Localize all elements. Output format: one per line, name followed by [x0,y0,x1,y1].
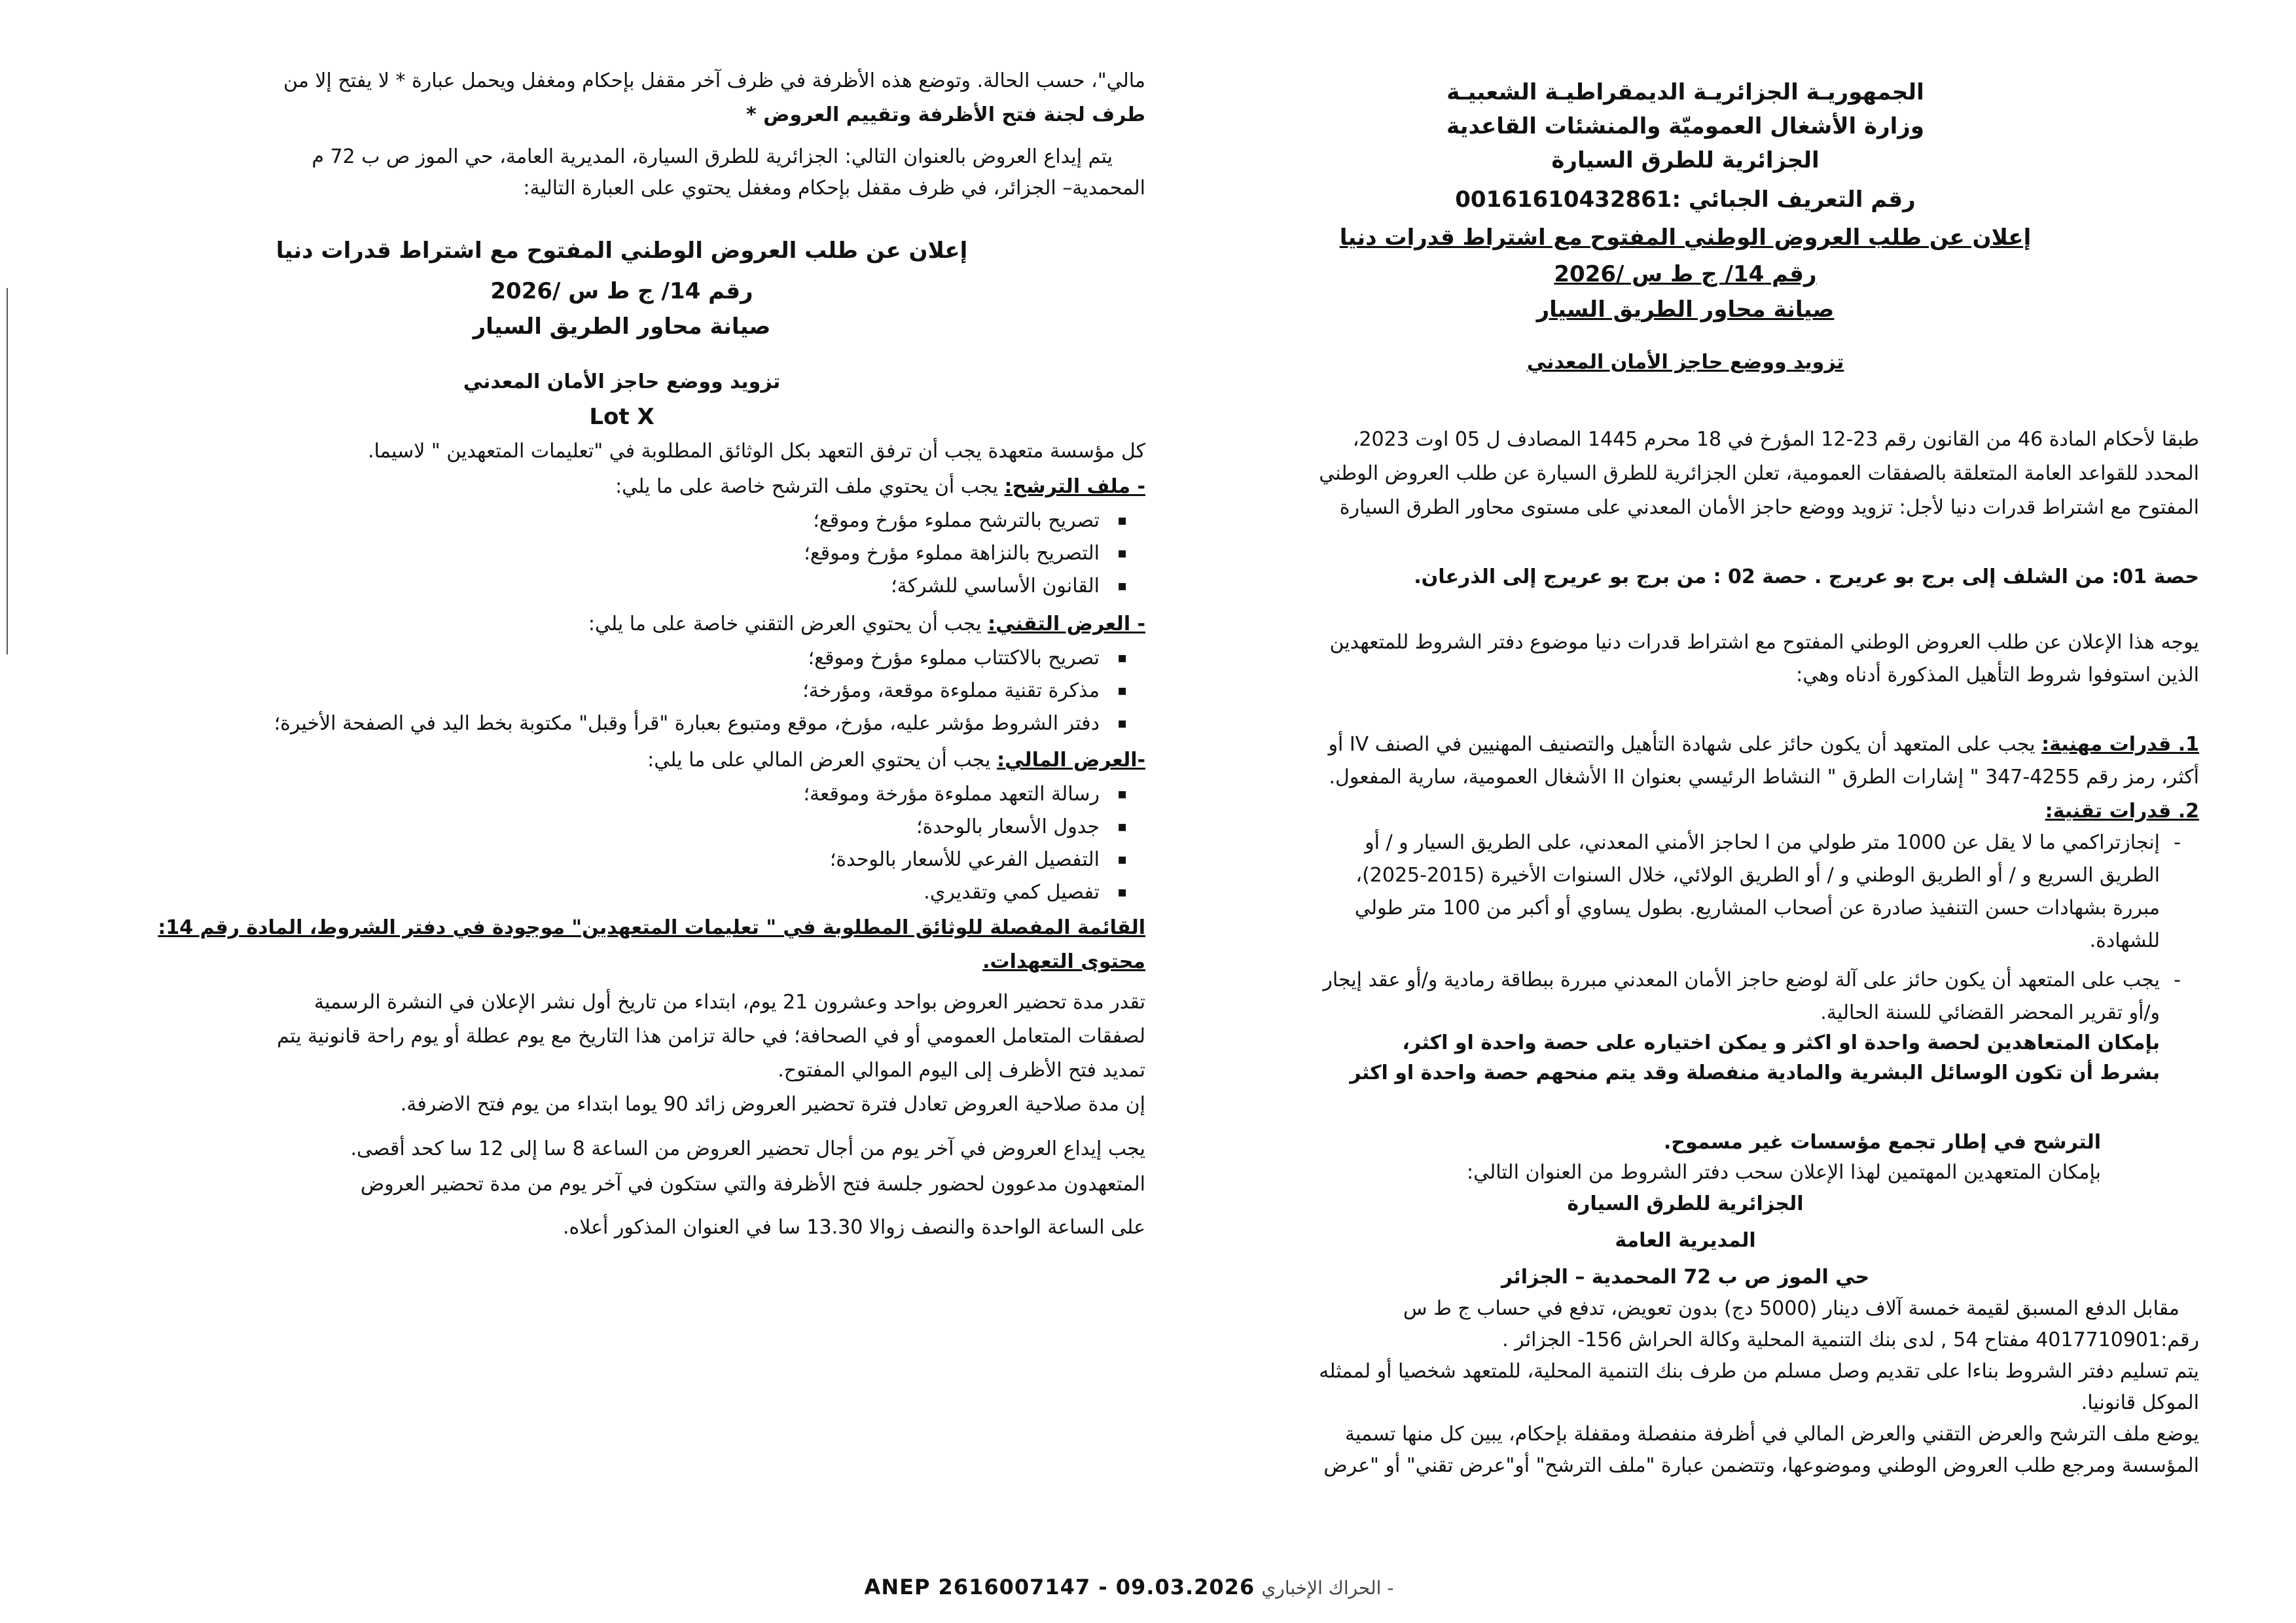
announcement-subject: صيانة محاور الطريق السيار [473,313,771,340]
candidacy-item: ▪ القانون الأساسي للشركة؛ [98,571,1145,601]
technical-capacity-title: 2. قدرات تقنية: [2045,800,2199,823]
republic-header: الجمهوريـة الجزائريـة الديمقراطيـة الشعبيـة [1446,79,1924,105]
candidacy-title: - ملف الترشح: [1004,475,1145,498]
announcement-supply: تزويد ووضع حاجز الأمان المعدني [463,370,781,393]
technical-offer-text: يجب أن يحتوي العرض التقني خاصة على ما يلي: [588,613,982,635]
lot-possibility-line: بإمكان المتعاهدين لحصة واحدة او اكثر و يمكن اختياره على حصة واحدة او اكثر، [1402,1031,2160,1054]
announcement-number: رقم 14/ ج ط س /2026 [490,278,753,304]
lot-label: Lot X [589,404,655,430]
deadline-line: تقدر مدة تحضير العروض بواحد وعشرون 21 يوم، ابتداء من تاريخ أول نشر الإعلان في النشرة الرسمية [314,991,1145,1014]
technical-item-line: - إنجازتراكمي ما لا يقل عن 1000 متر طولي من ا لحاجز الأمني المعدني، على الطريق السيار و / أو [1172,827,2199,858]
technical-offer-title: - العرض التقني: [988,613,1145,635]
continuation-line: مالي"، حسب الحالة. وتوضع هذه الأظرفة في ظرف آخر مقفل بإحكام ومغفل ويحمل عبارة * لا يفتح إلا من [283,69,1145,92]
deadline-line: المتعهدون مدعوون لحضور جلسة فتح الأظرفة والتي ستكون في آخر يوم من مدة تحضير العروض [360,1173,1145,1196]
withdraw-intro: بإمكان المتعهدين المهتمين لهذا الإعلان سحب دفتر الشروط من العنوان التالي: [1466,1161,2101,1184]
payment-line: المؤسسة ومرجع طلب العروض الوطني وموضوعها، وتتضمن عبارة "ملف الترشح" أو"عرض تقني" أو "عرض [1323,1454,2199,1477]
address-line: الجزائرية للطرق السيارة [1567,1192,1804,1215]
professional-capacity-title: 1. قدرات مهنية: [2041,733,2199,756]
detailed-list-line: القائمة المفصلة للوثائق المطلوبة في " تعليمات المتعهدين" موجودة في دفتر الشروط، المادة رقم 14: [158,916,1145,939]
payment-line: يوضع ملف الترشح والعرض التقني والعرض المالي في أظرفة منفصلة ومقفلة بإحكام، يبين كل منها تسمية [1344,1423,2199,1446]
professional-capacity-text: يجب على المتعهد أن يكون حائز على شهادة التأهيل والتصنيف المهنيين في الصنف IV أو [1328,733,2036,756]
anep-reference: ANEP 2616007147 - 09.03.2026 [864,1575,1255,1599]
right-column [1172,0,2199,1623]
financial-offer-text: يجب أن يحتوي العرض المالي على ما يلي: [647,749,991,772]
technical-item-line: مبررة بشهادات حسن التنفيذ صادرة عن أصحاب المشاريع. بطول يساوي أو أكبر من 100 متر طولي [1354,897,2160,919]
tax-id: رقم التعريف الجبائي :00161610432861 [1455,187,1916,213]
announcement-supply: تزويد ووضع حاجز الأمان المعدني [1526,351,1844,374]
technical-item-line: الطريق السريع و / أو الطريق الوطني و / أو الطريق الولائي، خلال السنوات الأخيرة (2015-2025)، [1355,864,2160,887]
announcement-number: رقم 14/ ج ط س /2026 [1554,261,1817,287]
lot-possibility-line: بشرط أن تكون الوسائل البشرية والمادية منفصلة وقد يتم منحهم حصة واحدة او اكثر [1350,1061,2160,1084]
professional-capacity-text: أكثر، رمز رقم 4255-347 " إشارات الطرق " النشاط الرئيسي بعنوان II الأشغال العمومية، سارية المفعول. [1329,766,2199,789]
payment-line: رقم:4017710901 مفتاح 54 , لدى بنك التنمية المحلية وكالة الحراش 156- الجزائر . [1502,1329,2199,1351]
deadline-line: لصفقات المتعامل العمومي أو في الصحافة؛ في حالة تزامن هذا التاريخ مع يوم عطلة أو يوم راحة قانونية يتم [277,1025,1145,1048]
technical-item-line: - يجب على المتعهد أن يكون حائز على آلة لوضع حاجز الأمان المعدني مبررة ببطاقة رمادية و/أو عقد إيجار [1172,965,2199,995]
address-line: المديرية العامة [1615,1229,1756,1252]
announcement-title: إعلان عن طلب العروض الوطني المفتوح مع اشتراط قدرات دنيا [276,238,968,264]
technical-offer-item: ▪ دفتر الشروط مؤشر عليه، مؤرخ، موقع ومتبوع بعبارة "قرأ وقبل" مكتوبة بخط اليد في الصفحة الأخيرة؛ [98,708,1145,739]
intro-line: المفتوح مع اشتراط قدرات دنيا لأجل: تزويد ووضع حاجز الأمان المعدني على مستوى محاور الطرق السيارة [1339,496,2199,519]
lots-line: حصة 01: من الشلف إلى برج بو عريرج . حصة 02 : من برج بو عريرج إلى الذرعان. [1414,565,2199,588]
continuation-line: طرف لجنة فتح الأظرفة وتقييم العروض * [745,103,1145,126]
announcement-title: إعلان عن طلب العروض الوطني المفتوح مع اشتراط قدرات دنيا [1339,224,2032,251]
candidacy-text: يجب أن يحتوي ملف الترشح خاصة على ما يلي: [615,475,998,498]
left-column [98,0,1145,1623]
continuation-line: يتم إيداع العروض بالعنوان التالي: الجزائرية للطرق السيارة، المديرية العامة، حي الموز ص ب 72 م [312,145,1113,168]
financial-offer-item: ▪ جدول الأسعار بالوحدة؛ [98,812,1145,842]
company-header: الجزائرية للطرق السيارة [1551,147,1820,173]
deadline-line: إن مدة صلاحية العروض تعادل فترة تحضير العروض زائد 90 يوما ابتداء من يوم فتح الاضرفة. [400,1093,1145,1116]
payment-line: يتم تسليم دفتر الشروط بناءا على تقديم وصل مسلم من طرف بنك التنمية المحلية، للمتعهد شخصيا أو لممثله [1319,1360,2199,1383]
page-edge-line [7,288,8,654]
ministry-header: وزارة الأشغال العموميّة والمنشئات القاعدية [1446,113,1925,139]
newspaper-name: - الحراك الإخباري [1261,1577,1394,1599]
deadline-line: على الساعة الواحدة والنصف زوالا 13.30 سا في العنوان المذكور أعلاه. [562,1216,1145,1239]
grouping-note: الترشح في إطار تجمع مؤسسات غير مسموح. [1663,1131,2101,1154]
publication-footer [818,1575,1440,1599]
technical-offer-item: ▪ مذكرة تقنية مملوءة موقعة، ومؤرخة؛ [98,675,1145,706]
address-line: حي الموز ص ب 72 المحمدية – الجزائر [1501,1266,1870,1289]
announcement-subject: صيانة محاور الطريق السيار [1536,296,1835,323]
required-docs-line: كل مؤسسة متعهدة يجب أن ترفق التعهد بكل الوثائق المطلوبة في "تعليمات المتعهدين " لاسيما. [368,440,1145,463]
financial-offer-item: ▪ تفصيل كمي وتقديري. [98,877,1145,908]
technical-item-line: و/أو تقرير المحضر القضائي للسنة الحالية. [1820,1001,2160,1024]
payment-line: مقابل الدفع المسبق لقيمة خمسة آلاف دينار (5000 دج) بدون تعويض، تدفع في حساب ج ط س [1403,1297,2179,1320]
intro-line: طبقا لأحكام المادة 46 من القانون رقم 23-12 المؤرخ في 18 محرم 1445 المصادف ل 05 اوت 2023، [1352,428,2199,451]
continuation-line: المحمدية– الجزائر، في ظرف مقفل بإحكام ومغفل يحتوي على العبارة التالية: [523,177,1145,200]
financial-offer-title: -العرض المالي: [997,749,1145,772]
candidacy-item: ▪ التصريح بالنزاهة مملوء مؤرخ وموقع؛ [98,538,1145,569]
invitation-line: يوجه هذا الإعلان عن طلب العروض الوطني المفتوح مع اشتراط قدرات دنيا موضوع دفتر الشروط للمتعهدين [1329,631,2199,654]
content-title: محتوى التعهدات. [982,950,1145,973]
candidacy-item: ▪ تصريح بالترشح مملوء مؤرخ وموقع؛ [98,505,1145,536]
payment-line: الموكل قانونيا. [2081,1391,2199,1414]
financial-offer-item: ▪ التفصيل الفرعي للأسعار بالوحدة؛ [98,844,1145,875]
technical-item-line: للشهادة. [2089,929,2160,952]
intro-line: المحدد للقواعد العامة المتعلقة بالصفقات العمومية، تعلن الجزائرية للطرق السيارة عن طلب العروض الوطني [1319,462,2199,485]
deadline-line: يجب إيداع العروض في آخر يوم من أجال تحضير العروض من الساعة 8 سا إلى 12 سا كحد أقصى. [350,1137,1145,1160]
financial-offer-item: ▪ رسالة التعهد مملوءة مؤرخة وموقعة؛ [98,779,1145,810]
deadline-line: تمديد فتح الأظرف إلى اليوم الموالي المفتوح. [778,1059,1145,1082]
technical-offer-item: ▪ تصريح بالاكتتاب مملوء مؤرخ وموقع؛ [98,643,1145,673]
invitation-line: الذين استوفوا شروط التأهيل المذكورة أدناه وهي: [1796,664,2199,687]
